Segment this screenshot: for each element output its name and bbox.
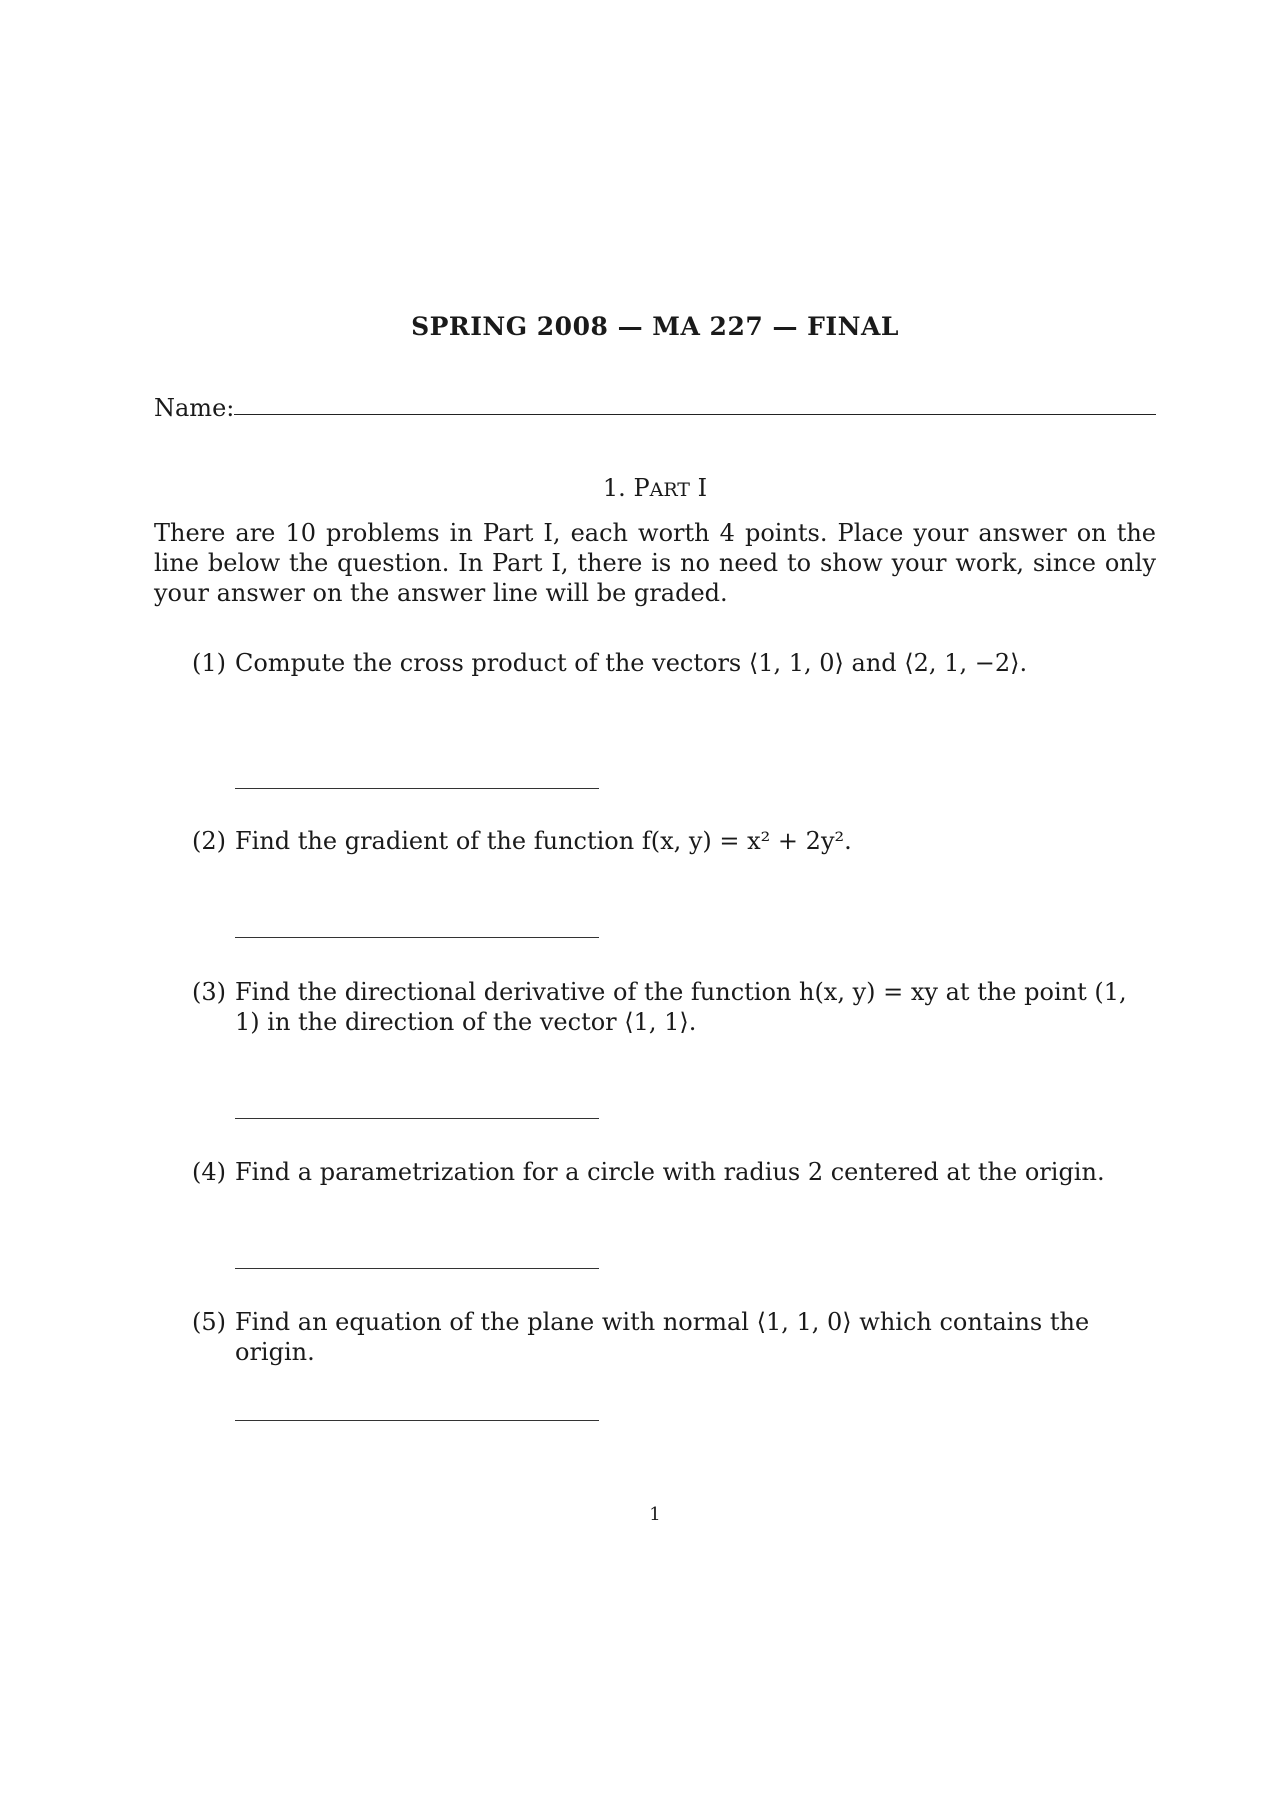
problem-1: [192, 648, 1156, 678]
section-number: 1.: [602, 474, 626, 502]
problem-number: (4): [192, 1158, 226, 1186]
answer-line-3[interactable]: [235, 1118, 599, 1119]
section-title-roman: I: [697, 474, 708, 502]
name-label: Name:: [154, 394, 235, 422]
section-title-rest: ART: [649, 479, 690, 501]
problem-number: (2): [192, 827, 226, 855]
answer-line-1[interactable]: [235, 788, 599, 789]
answer-line-4[interactable]: [235, 1268, 599, 1269]
problem-text: Find an equation of the plane with normal ⟨1, 1, 0⟩ which contains the origin.: [235, 1308, 1090, 1366]
problem-2: [192, 826, 1156, 856]
problem-number: (1): [192, 649, 226, 677]
problem-4: [192, 1157, 1156, 1187]
problem-text: Find a parametrization for a circle with radius 2 centered at the origin.: [235, 1158, 1105, 1186]
problem-number: (5): [192, 1308, 226, 1336]
page-number: 1: [649, 1504, 661, 1525]
answer-line-2[interactable]: [235, 937, 599, 938]
answer-line-5[interactable]: [235, 1420, 599, 1421]
problem-text: Find the gradient of the function f(x, y) = x² + 2y².: [235, 827, 852, 855]
exam-title: SPRING 2008 — MA 227 — FINAL: [411, 312, 899, 341]
section-heading: [0, 474, 1280, 502]
name-answer-line[interactable]: [234, 414, 1156, 415]
problem-text: Compute the cross product of the vectors ⟨1, 1, 0⟩ and ⟨2, 1, −2⟩.: [235, 649, 1028, 677]
problem-text: Find the directional derivative of the function h(x, y) = xy at the point (1, 1) in the direction of the vector ⟨1, 1⟩.: [235, 978, 1127, 1036]
section-instructions: There are 10 problems in Part I, each worth 4 points. Place your answer on the line below the question. In Part I, there is no need to show your work, since only your answer on the answer line will be graded.: [154, 519, 1156, 607]
problem-number: (3): [192, 978, 226, 1006]
section-title-initial: P: [633, 474, 650, 502]
problem-5: [192, 1307, 1156, 1367]
problem-3: [192, 977, 1156, 1037]
